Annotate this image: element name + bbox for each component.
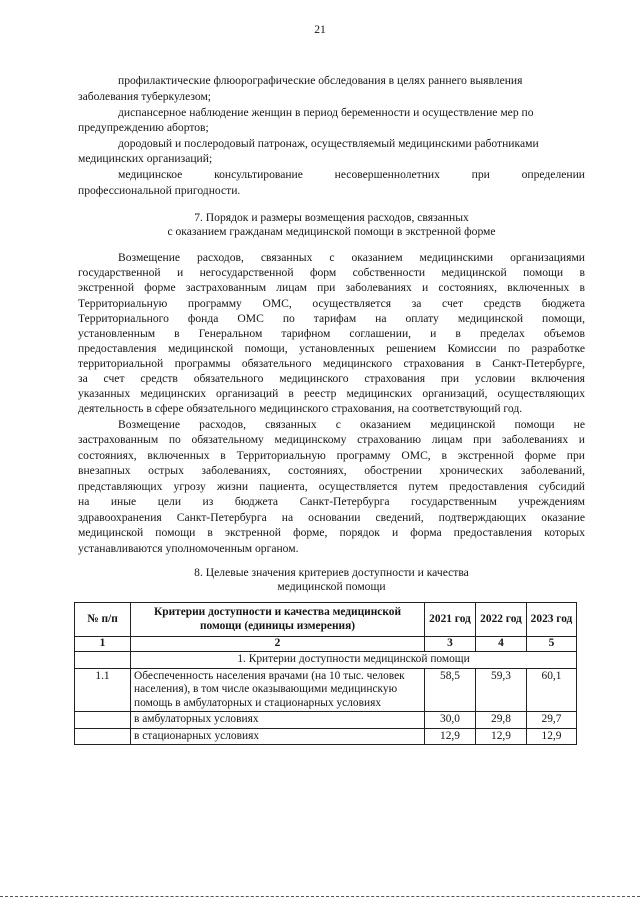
paragraph-line: устанавливаются уполномоченным органом. (78, 542, 299, 555)
row-label: в стационарных условиях (131, 728, 425, 745)
paragraph-line: Территориального фонда ОМС по тарифам на оплату медицинской помощи, (78, 312, 585, 325)
section-8-title: медицинской помощи (277, 580, 386, 593)
header-2021: 2021 год (425, 603, 476, 637)
section-8-title: 8. Целевые значения критериев доступности и качества (194, 566, 469, 579)
row-value-2022: 29,8 (476, 712, 527, 729)
row-label: Обеспеченность населения врачами (на 10 тыс. человек населения), в том числе оказывающими медицинскую помощь в амбулаторных и стационарных условиях (131, 668, 425, 712)
intro-line: медицинское консультирование несовершеннолетних при определении (118, 168, 585, 181)
row-value-2022: 59,3 (476, 668, 527, 712)
paragraph-line: состояниях, включенных в Территориальную программу ОМС, в экстренной форме при (78, 449, 585, 462)
row-value-2021: 30,0 (425, 712, 476, 729)
column-number: 3 (425, 637, 476, 652)
table-header-row (75, 603, 577, 637)
column-number: 1 (75, 637, 131, 652)
row-value-2021: 12,9 (425, 728, 476, 745)
column-number: 4 (476, 637, 527, 652)
column-number: 5 (527, 637, 577, 652)
paragraph-line: за счет средств обязательного медицинского страхования при условии включения (78, 372, 585, 385)
section-7-title: с оказанием гражданам медицинской помощи в экстренной форме (167, 225, 496, 238)
column-number-row (75, 637, 577, 652)
paragraph-line: установленным в Генеральном тарифном соглашении, и в пределах объемов (78, 327, 585, 340)
row-value-2022: 12,9 (476, 728, 527, 745)
intro-line: диспансерное наблюдение женщин в период беременности и осуществление мер по (118, 106, 534, 119)
paragraph-line: территориальной программы обязательного медицинского страхования в Санкт-Петербурге, (78, 357, 585, 370)
intro-line: медицинских организаций; (78, 152, 213, 165)
paragraph-line: на иные цели из бюджета Санкт-Петербурга государственным учреждениям (78, 495, 585, 508)
intro-line: профилактические флюорографические обследования в целях раннего выявления (118, 74, 523, 87)
paragraph-line: Территориальную программу ОМС, осуществляется за счет средств бюджета (78, 297, 585, 310)
row-value-2021: 58,5 (425, 668, 476, 712)
row-num (75, 712, 131, 729)
intro-line: дородовый и послеродовый патронаж, осуществляемый медицинскими работниками (118, 137, 539, 150)
page-number: 21 (314, 23, 326, 36)
paragraph-line: внезапных острых заболеваниях, состояниях, обострении хронических заболеваний, (78, 464, 585, 477)
criteria-table (74, 602, 577, 745)
row-value-2023: 12,9 (527, 728, 577, 745)
section-row-spacer (75, 652, 131, 669)
paragraph-line: государственной и негосударственной форм собственности медицинской помощи в (78, 266, 585, 279)
row-value-2023: 60,1 (527, 668, 577, 712)
table-row (75, 668, 577, 712)
row-value-2023: 29,7 (527, 712, 577, 729)
section-title-cell: 1. Критерии доступности медицинской помощи (131, 652, 577, 669)
intro-line: профессиональной пригодности. (78, 184, 241, 197)
paragraph-line: экстренной форме застрахованным лицам при заболеваниях и состояниях, включенных в (78, 281, 585, 294)
header-criteria: Критерии доступности и качества медицинской помощи (единицы измерения) (131, 603, 425, 637)
paragraph-line: здравоохранения Санкт-Петербурга на основании сведений, подтверждающих оказание (78, 511, 585, 524)
table-row (75, 728, 577, 745)
section-row (75, 652, 577, 669)
header-2022: 2022 год (476, 603, 527, 637)
section-7-title: 7. Порядок и размеры возмещения расходов, связанных (194, 211, 469, 224)
intro-line: предупреждению абортов; (78, 121, 209, 134)
row-num (75, 728, 131, 745)
paragraph-line: застрахованным по обязательному медицинскому страхованию лицам при заболеваниях и (78, 433, 585, 446)
intro-line: заболевания туберкулезом; (78, 90, 212, 103)
header-num: № п/п (75, 603, 131, 637)
paragraph-line: Возмещение расходов, связанных с оказанием медицинской помощи не (118, 418, 585, 431)
paragraph-line: Возмещение расходов, связанных с оказанием медицинскими организациями (118, 251, 585, 264)
paragraph-line: указанных медицинских организаций в реестр медицинских организаций, осуществляющих (78, 387, 585, 400)
paragraph-line: деятельность в сфере обязательного медицинского страхования, на соответствующий год. (78, 402, 523, 415)
paragraph-line: представляющих угрозу жизни пациента, осуществляется путем предоставления субсидий (78, 480, 585, 493)
table-row (75, 712, 577, 729)
scan-edge-rule (0, 896, 640, 897)
paragraph-line: предоставления медицинской помощи, установленных решением Комиссии по разработке (78, 342, 585, 355)
header-2023: 2023 год (527, 603, 577, 637)
row-label: в амбулаторных условиях (131, 712, 425, 729)
column-number: 2 (131, 637, 425, 652)
paragraph-line: медицинской помощи в экстренной форме, порядок и форма предоставления которых (78, 526, 585, 539)
row-num: 1.1 (75, 668, 131, 712)
